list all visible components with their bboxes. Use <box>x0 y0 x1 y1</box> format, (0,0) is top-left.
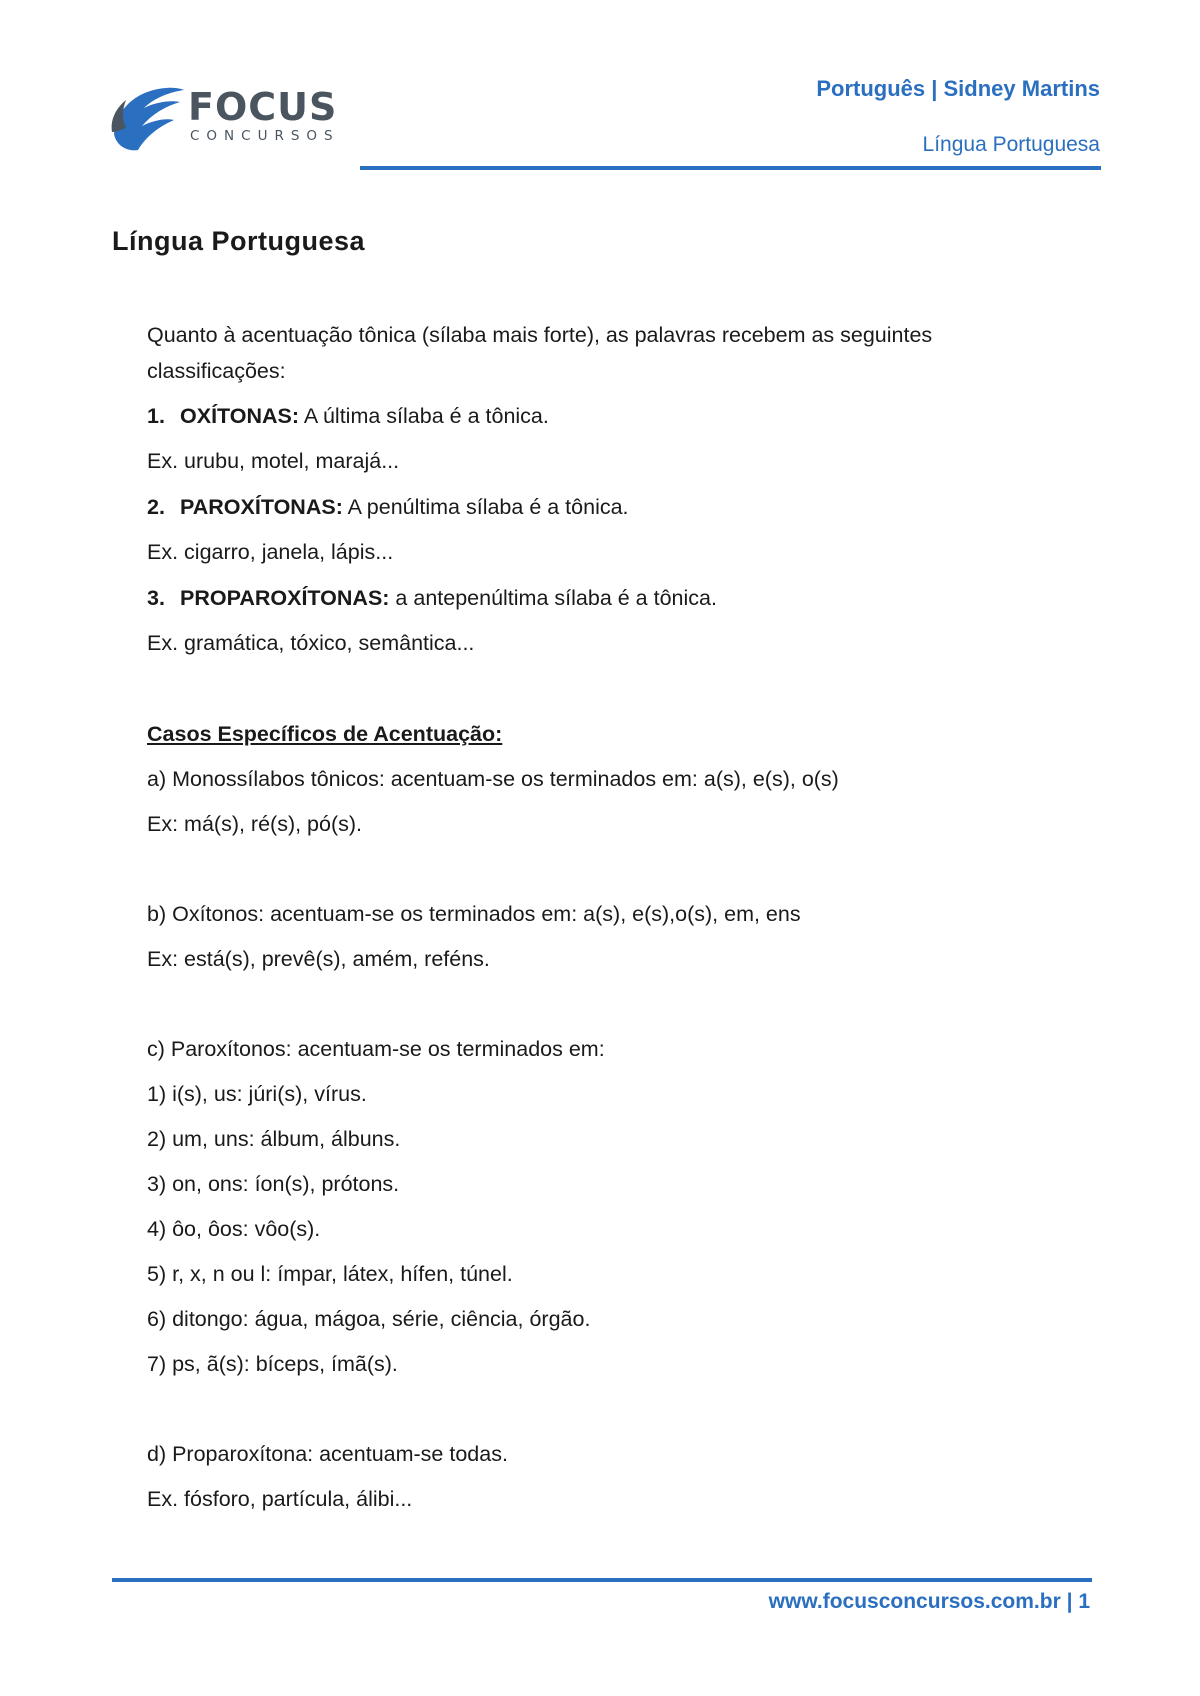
case-example: Ex: está(s), prevê(s), amém, reféns. <box>147 947 490 971</box>
intro-line: Quanto à acentuação tônica (sílaba mais forte), as palavras recebem as seguintes <box>147 323 933 347</box>
item-term: OXÍTONAS: <box>180 404 300 428</box>
item-term: PROPAROXÍTONAS: <box>180 586 390 610</box>
document-title: Língua Portuguesa <box>112 226 366 256</box>
focus-logo-icon <box>108 82 186 156</box>
example-line: Ex. gramática, tóxico, semântica... <box>147 631 475 655</box>
case-list-item: 5) r, x, n ou l: ímpar, látex, hífen, túnel. <box>147 1262 513 1286</box>
item-number: 2. <box>147 495 165 519</box>
case-list-item: 6) ditongo: água, mágoa, série, ciência, órgão. <box>147 1307 591 1331</box>
case-rule: b) Oxítonos: acentuam-se os terminados em: a(s), e(s),o(s), em, ens <box>147 902 801 926</box>
item-term: PAROXÍTONAS: <box>180 495 343 519</box>
case-rule: c) Paroxítonos: acentuam-se os terminados em: <box>147 1037 605 1061</box>
focus-logo <box>108 82 358 156</box>
case-list-item: 4) ôo, ôos: vôo(s). <box>147 1217 321 1241</box>
case-list-item: 7) ps, ã(s): bíceps, ímã(s). <box>147 1352 398 1376</box>
case-example: Ex: má(s), ré(s), pó(s). <box>147 812 363 836</box>
item-number: 3. <box>147 586 165 610</box>
item-description: A última sílaba é a tônica. <box>299 404 549 428</box>
example-line: Ex. urubu, motel, marajá... <box>147 449 400 473</box>
intro-line: classificações: <box>147 359 286 383</box>
case-rule: d) Proparoxítona: acentuam-se todas. <box>147 1442 508 1466</box>
item-description: A penúltima sílaba é a tônica. <box>342 495 629 519</box>
case-list-item: 1) i(s), us: júri(s), vírus. <box>147 1082 367 1106</box>
case-list-item: 2) um, uns: álbum, álbuns. <box>147 1127 401 1151</box>
example-line: Ex. cigarro, janela, lápis... <box>147 540 394 564</box>
header-title: Português | Sidney Martins <box>816 76 1100 101</box>
case-list-item: 3) on, ons: íon(s), prótons. <box>147 1172 400 1196</box>
case-example: Ex. fósforo, partícula, álibi... <box>147 1487 413 1511</box>
header-subtitle: Língua Portuguesa <box>922 133 1100 156</box>
footer-divider <box>112 1578 1092 1582</box>
logo-wordmark: FOCUS <box>188 85 338 129</box>
case-rule: a) Monossílabos tônicos: acentuam-se os terminados em: a(s), e(s), o(s) <box>147 767 839 791</box>
header-divider <box>360 166 1101 170</box>
logo-subtext: CONCURSOS <box>190 128 340 144</box>
item-description: a antepenúltima sílaba é a tônica. <box>389 586 717 610</box>
classification-item <box>147 586 717 612</box>
classification-item <box>147 495 629 521</box>
classification-item <box>147 404 549 430</box>
footer-website-page[interactable]: www.focusconcursos.com.br | 1 <box>768 1590 1090 1613</box>
item-number: 1. <box>147 404 165 428</box>
section-heading: Casos Específicos de Acentuação: <box>147 722 503 746</box>
